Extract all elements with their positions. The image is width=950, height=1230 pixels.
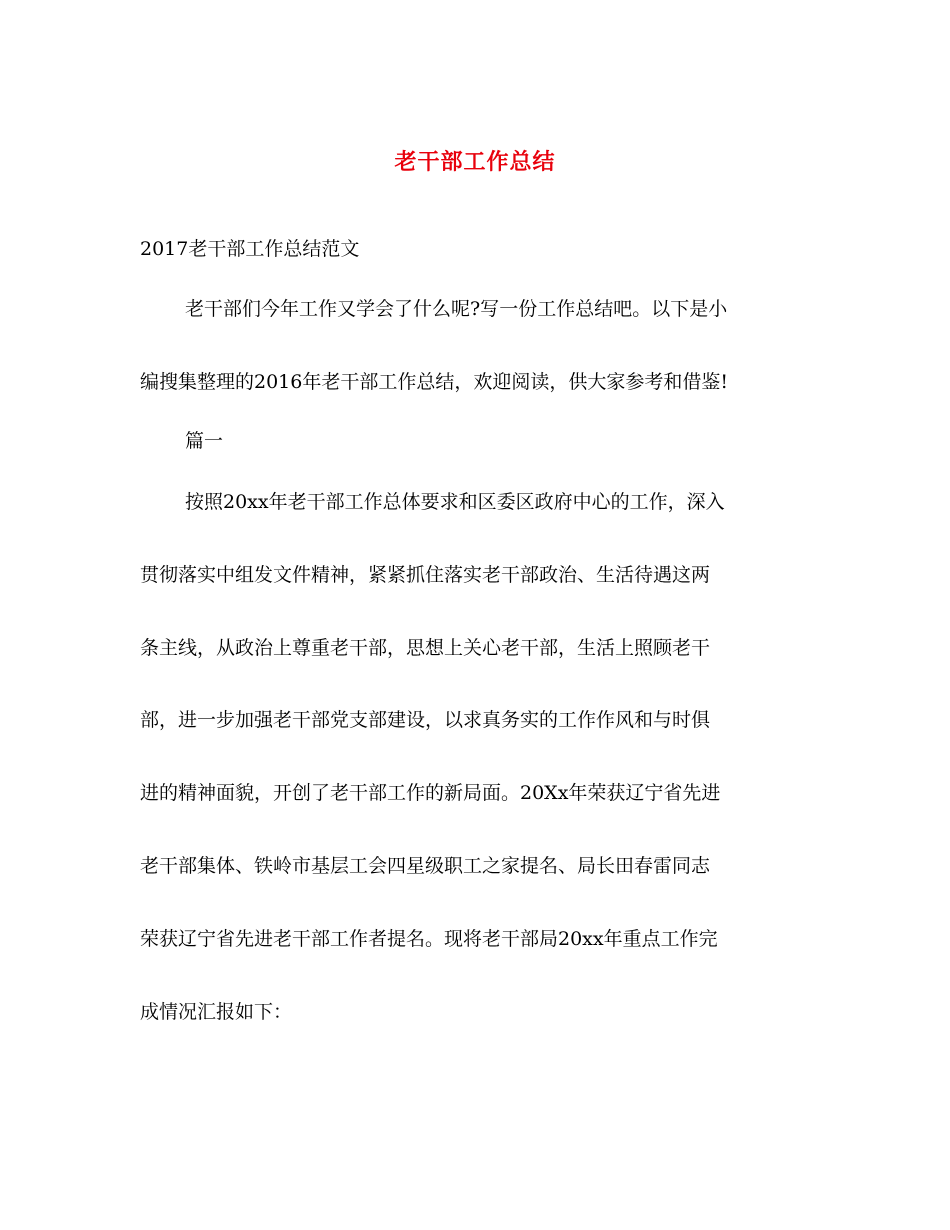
body-paragraph-line: 老干部集体、铁岭市基层工会四星级职工之家提名、局长田春雷同志 [140, 855, 711, 877]
intro-paragraph-line: 老干部们今年工作又学会了什么呢?写一份工作总结吧。以下是小 [185, 298, 728, 320]
body-paragraph-line: 部，进一步加强老干部党支部建设，以求真务实的工作作风和与时俱 [140, 709, 711, 731]
document-title: 老干部工作总结 [394, 149, 556, 175]
body-paragraph-line: 条主线，从政治上尊重老干部，思想上关心老干部，生活上照顾老干 [140, 637, 711, 659]
body-paragraph-line: 按照20xx年老干部工作总体要求和区委区政府中心的工作，深入 [185, 491, 725, 513]
section-heading: 篇一 [185, 430, 224, 452]
body-paragraph-line: 贯彻落实中组发文件精神，紧紧抓住落实老干部政治、生活待遇这两 [140, 564, 711, 586]
intro-paragraph-line: 编搜集整理的2016年老干部工作总结，欢迎阅读，供大家参考和借鉴! [140, 371, 728, 393]
body-paragraph-line: 成情况汇报如下： [140, 1001, 293, 1023]
body-paragraph-line: 荣获辽宁省先进老干部工作者提名。现将老干部局20xx年重点工作完 [140, 928, 718, 950]
document-subtitle: 2017老干部工作总结范文 [140, 238, 360, 260]
body-paragraph-line: 进的精神面貌，开创了老干部工作的新局面。20Xx年荣获辽宁省先进 [140, 782, 721, 804]
